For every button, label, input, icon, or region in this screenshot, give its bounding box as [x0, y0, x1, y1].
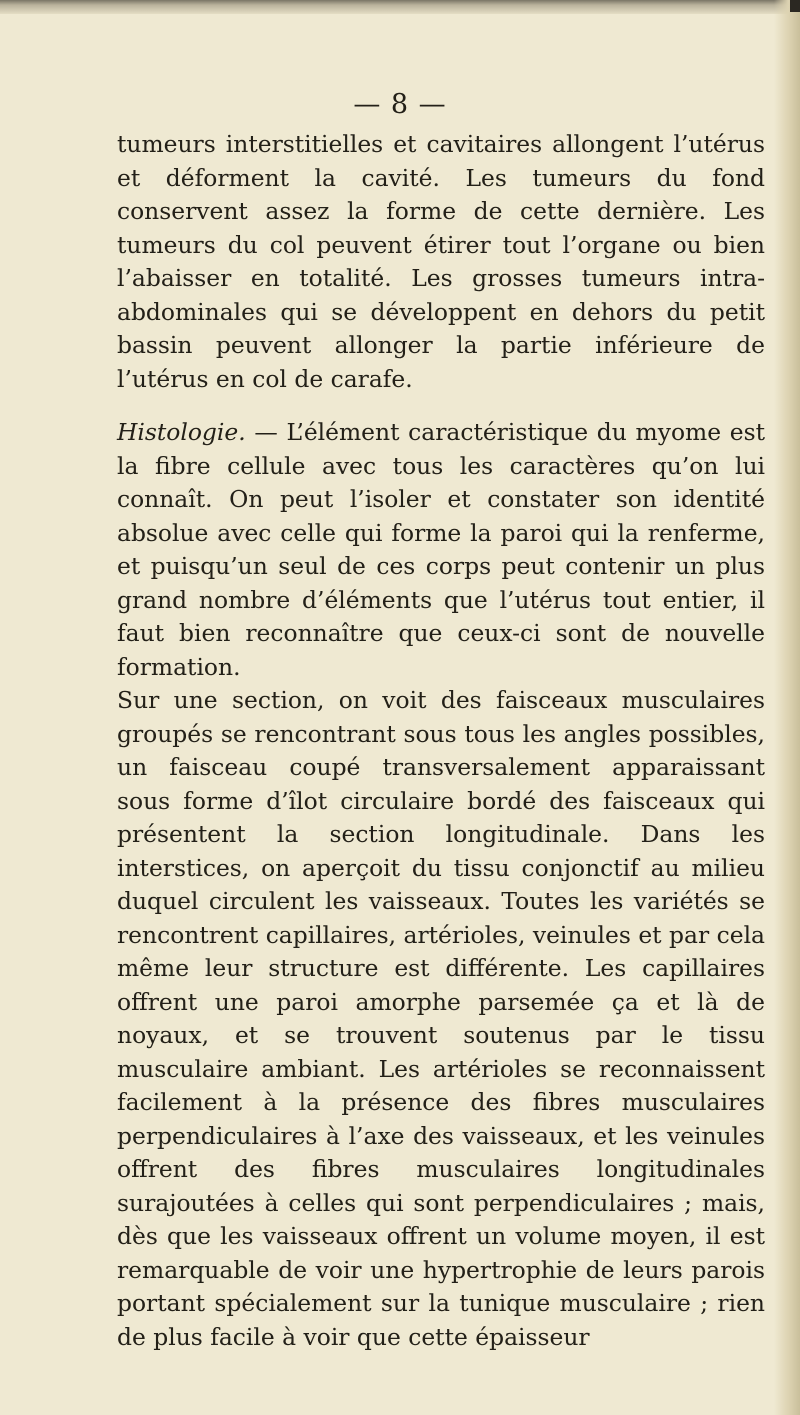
paragraph-histologie [117, 416, 765, 684]
page-top-shadow [0, 0, 800, 14]
paragraph-histologie-text: — L’élément caractéristique du myome est la fibre cellule avec tous les caractères qu’on lui connaît. On peut l’isoler et constater son identité absolue avec celle qui forme la paroi qui la renferme, et puisqu’un seul de ces corps peut contenir un plus grand nombre d’éléments que l’utérus tout entier, il faut bien reconnaître que ceux-ci sont de nouvelle formation. [117, 418, 765, 681]
paragraph-1-text: tumeurs interstitielles et cavitaires allongent l’utérus et déforment la cavité. Les tumeurs du fond conservent assez la forme de cette dernière. Les tumeurs du col peuvent étirer tout l’organe ou bien l’abaisser en totalité. Les grosses tumeurs intra-abdominales qui se développent en dehors du petit bassin peuvent allonger la partie inférieure de l’utérus en col de carafe. [117, 130, 765, 393]
section-heading-histologie: Histologie. [117, 418, 246, 446]
page-number: — 8 — [353, 89, 447, 120]
paragraph-section-description [117, 684, 765, 1354]
body-text [117, 128, 765, 1354]
corner-mark [790, 0, 800, 12]
paragraph-1 [117, 128, 765, 396]
page-right-edge [774, 0, 800, 1415]
paragraph-3-text: Sur une section, on voit des faisceaux musculaires groupés se rencontrant sous tous les angles possibles, un faisceau coupé transversalement apparaissant sous forme d’îlot circulaire bordé des faisceaux qui présentent la section longitudinale. Dans les interstices, on aperçoit du tissu conjonctif au milieu duquel circulent les vaisseaux. Toutes les variétés se rencontrent capillaires, artérioles, veinules et par cela même leur structure est différente. Les capillaires offrent une paroi amorphe parsemée ça et là de noyaux, et se trouvent soutenus par le tissu musculaire ambiant. Les artérioles se reconnaissent facilement à la présence des fibres musculaires perpendiculaires à l’axe des vaisseaux, et les veinules offrent des fibres musculaires longitudinales surajoutées à celles qui sont perpendiculaires ; mais, dès que les vaisseaux offrent un volume moyen, il est remarquable de voir une hypertrophie de leurs parois portant spécialement sur la tunique musculaire ; rien de plus facile à voir que cette épaisseur [117, 686, 765, 1351]
